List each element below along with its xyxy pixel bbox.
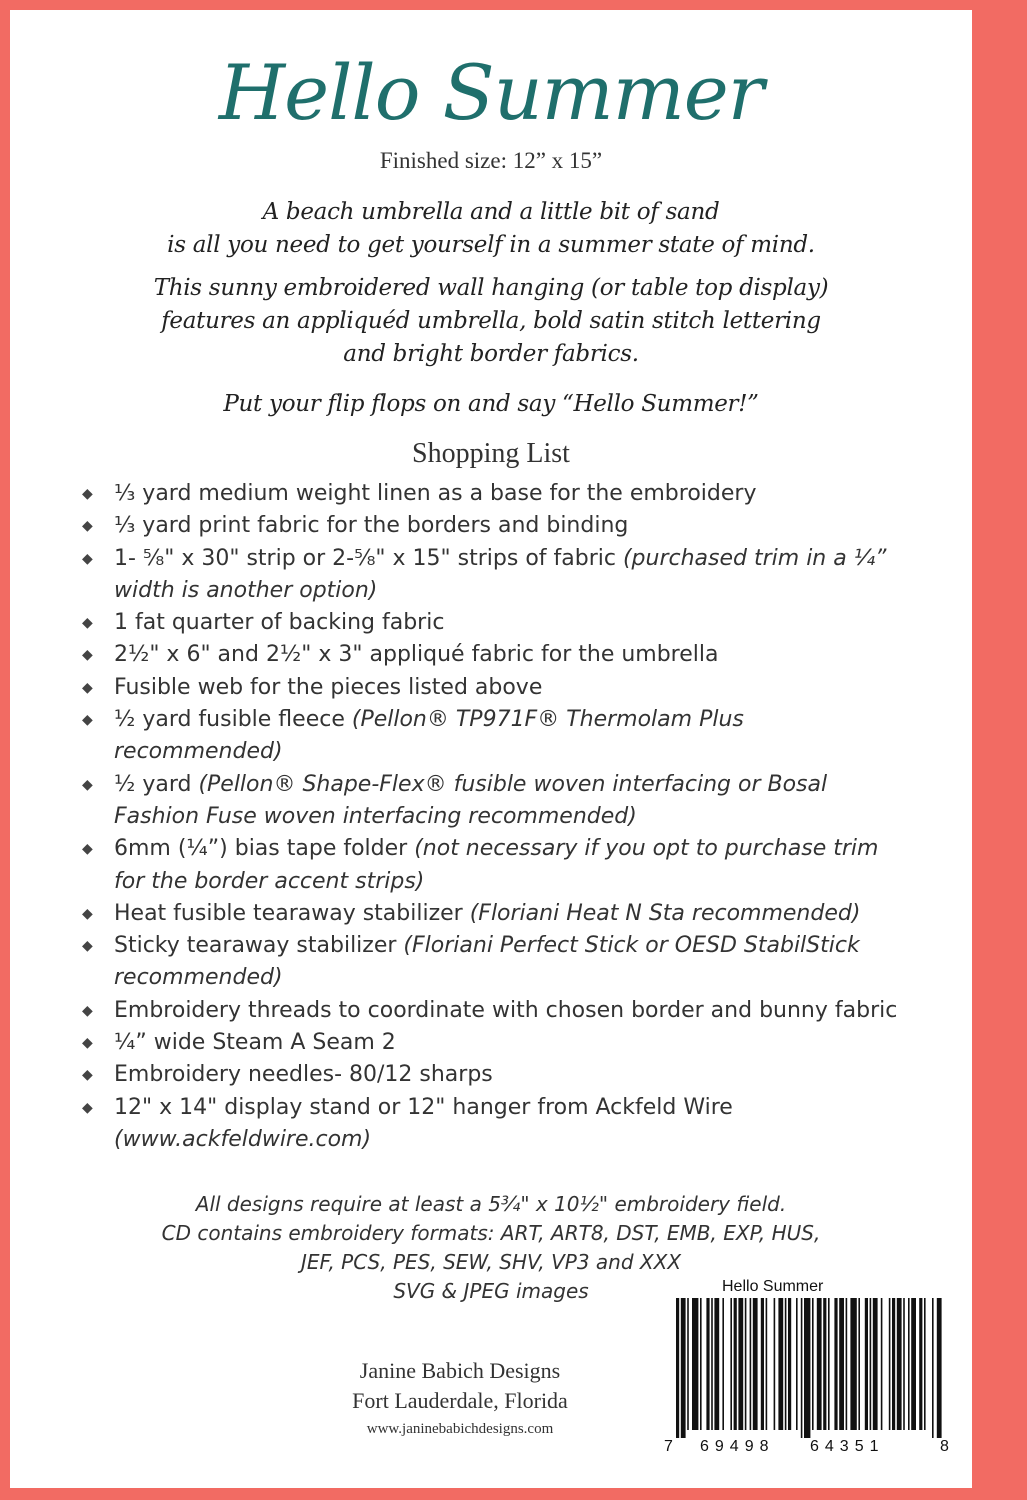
barcode-bar: [788, 1298, 791, 1430]
barcode-bar: [750, 1298, 752, 1430]
barcode-bar: [722, 1298, 724, 1430]
barcode-bar: [785, 1298, 787, 1430]
barcode-group-2: 64351: [810, 1438, 885, 1455]
bullet-icon: ◆: [82, 1067, 93, 1084]
barcode-bar: [889, 1298, 891, 1430]
item-text: ¼” wide Steam A Seam 2: [114, 1030, 396, 1056]
bullet-icon: ◆: [82, 486, 93, 502]
barcode-bar: [676, 1298, 679, 1438]
bullet-icon: ◆: [82, 841, 93, 858]
barcode-digit-right: 8: [940, 1438, 949, 1455]
pattern-back-cover: [10, 10, 972, 1488]
item-text: Sticky tearaway stabilizer: [114, 933, 404, 959]
barcode-bar: [817, 1298, 822, 1430]
shopping-list-item: [82, 607, 912, 639]
item-text: 2½" x 6" and 2½" x 3" appliqué fabric for the umbrella: [114, 642, 719, 668]
barcode-bar: [761, 1298, 764, 1430]
formats-line: SVG & JPEG images: [393, 1279, 589, 1303]
shopping-list-item: [82, 995, 912, 1027]
shopping-list-item: [82, 478, 912, 510]
barcode-digit-left: 7: [664, 1438, 673, 1455]
shopping-list-item: [82, 930, 912, 995]
barcode-bar: [804, 1298, 810, 1438]
bullet-icon: ◆: [82, 905, 93, 922]
barcode-bar: [687, 1298, 689, 1430]
barcode-bar: [796, 1298, 798, 1430]
barcode-bar: [919, 1298, 922, 1430]
barcode-bar: [714, 1298, 719, 1430]
barcode-bar: [828, 1298, 830, 1430]
bullet-icon: ◆: [82, 1099, 93, 1116]
bullet-icon: ◆: [82, 776, 93, 793]
intro-line: Put your flip flops on and say “Hello Summer!”: [223, 391, 759, 417]
bullet-icon: ◆: [82, 712, 93, 729]
formats-line: CD contains embroidery formats: ART, ART8, DST, EMB, EXP, HUS,: [161, 1221, 821, 1245]
barcode-bar: [778, 1298, 783, 1430]
item-text: Embroidery threads to coordinate with chosen border and bunny fabric: [114, 997, 898, 1023]
item-text: 12" x 14" display stand or 12" hanger from Ackfeld Wire: [114, 1094, 733, 1120]
barcode-bar: [865, 1298, 868, 1430]
formats-line: All designs require at least a 5¾" x 10½" embroidery field.: [195, 1192, 787, 1216]
barcode-bar: [881, 1298, 883, 1430]
item-text: 1- ⁵⁄₈" x 30" strip or 2-⁵⁄₈" x 15" strips of fabric: [114, 545, 623, 571]
barcode-bar: [937, 1298, 942, 1438]
barcode-bar: [834, 1298, 837, 1430]
shopping-list-item: [82, 1092, 912, 1157]
bullet-icon: ◆: [82, 615, 93, 632]
shopping-list-item: [82, 1027, 912, 1059]
company-info: [310, 1356, 610, 1442]
barcode-bar: [753, 1298, 758, 1430]
barcode-bar: [850, 1298, 856, 1430]
barcode-digits: [662, 1438, 952, 1462]
item-text: ½ yard fusible fleece: [114, 707, 352, 733]
barcode-bar: [873, 1298, 878, 1430]
barcode-bars: [662, 1298, 952, 1438]
barcode-bar: [812, 1298, 814, 1430]
item-note: (Floriani Heat N Sta recommended): [469, 900, 861, 926]
item-note: (Pellon® TP971F® Thermolam Plus recommended): [114, 707, 744, 765]
barcode-bar: [924, 1298, 926, 1430]
shopping-list-item: [82, 510, 912, 542]
item-text: Embroidery needles- 80/12 sharps: [114, 1062, 493, 1088]
bullet-icon: ◆: [82, 518, 93, 535]
barcode-bar: [766, 1298, 768, 1430]
item-text: 6mm (¼”) bias tape folder: [114, 836, 415, 862]
barcode-bar: [801, 1298, 803, 1438]
item-note: (purchased trim in a ¼” width is another option): [114, 545, 887, 603]
barcode-title: Hello Summer: [722, 1278, 824, 1295]
barcode-bar: [911, 1298, 916, 1430]
barcode-bar: [870, 1298, 872, 1430]
barcode-bar: [681, 1298, 686, 1438]
shopping-list: [82, 478, 912, 1156]
item-text: 1 fat quarter of backing fabric: [114, 610, 445, 636]
barcode-bar: [745, 1298, 747, 1430]
company-name: Janine Babich Designs: [359, 1358, 561, 1383]
bullet-icon: ◆: [82, 938, 93, 955]
barcode-bar: [892, 1298, 895, 1430]
barcode-bar: [692, 1298, 698, 1430]
intro-line: features an appliquéd umbrella, bold satin stitch lettering: [161, 308, 821, 334]
barcode-group-1: 69498: [700, 1438, 775, 1455]
item-note: (Floriani Perfect Stick or OESD StabilStick recommended): [114, 933, 860, 991]
barcode-bar: [730, 1298, 732, 1430]
barcode-bar: [711, 1298, 713, 1430]
barcode-bar: [897, 1298, 902, 1430]
item-note: (Pellon® Shape-Flex® fusible woven interfacing or Bosal Fashion Fuse woven interfacing recommended): [114, 771, 828, 829]
intro-line: and bright border fabrics.: [343, 341, 639, 367]
bullet-icon: ◆: [82, 647, 93, 664]
pattern-title: Hello Summer: [218, 48, 764, 137]
barcode-bar: [774, 1298, 776, 1430]
bullet-icon: ◆: [82, 1002, 93, 1019]
company-url: www.janinebabichdesigns.com: [366, 1421, 554, 1437]
finished-size: Finished size: 12” x 15”: [379, 148, 603, 173]
bullet-icon: ◆: [82, 679, 93, 696]
intro-paragraph-2: [70, 272, 912, 371]
intro-line: is all you need to get yourself in a summer state of mind.: [167, 232, 815, 258]
barcode-bar: [734, 1298, 737, 1430]
formats-line: JEF, PCS, PES, SEW, SHV, VP3 and XXX: [300, 1250, 682, 1274]
intro-line: A beach umbrella and a little bit of sand: [262, 199, 720, 225]
barcode-bar: [823, 1298, 826, 1430]
company-location: Fort Lauderdale, Florida: [352, 1388, 568, 1413]
shopping-list-item: [82, 833, 912, 898]
intro-line: This sunny embroidered wall hanging (or table top display): [153, 275, 829, 301]
barcode-bar: [932, 1298, 934, 1438]
barcode: [662, 1278, 952, 1464]
barcode-bar: [846, 1298, 848, 1430]
barcode-bar: [839, 1298, 844, 1430]
bullet-icon: ◆: [82, 550, 93, 567]
item-text: ½ yard: [114, 771, 199, 797]
shopping-list-item: [82, 672, 912, 704]
intro-paragraph-1: [70, 196, 912, 262]
shopping-list-item: [82, 1059, 912, 1091]
barcode-bar: [738, 1298, 743, 1430]
item-text: Heat fusible tearaway stabilizer: [114, 900, 470, 926]
barcode-bar: [700, 1298, 702, 1430]
item-text: ¹⁄₃ yard medium weight linen as a base for the embroidery: [114, 481, 757, 506]
shopping-list-item: [82, 769, 912, 834]
item-note: (not necessary if you opt to purchase trim for the border accent strips): [114, 836, 879, 894]
barcode-bar: [908, 1298, 910, 1430]
item-text: ¹⁄₃ yard print fabric for the borders and binding: [114, 513, 629, 539]
shopping-list-item: [82, 543, 912, 608]
barcode-bar: [903, 1298, 905, 1430]
shopping-list-item: [82, 898, 912, 930]
item-note: (www.ackfeldwire.com): [114, 1126, 372, 1152]
shopping-list-item: [82, 639, 912, 671]
item-text: Fusible web for the pieces listed above: [114, 674, 543, 700]
intro-paragraph-3: [70, 388, 912, 421]
shopping-list-item: [82, 704, 912, 769]
bullet-icon: ◆: [82, 1035, 93, 1052]
shopping-list-heading: Shopping List: [412, 438, 570, 469]
barcode-bar: [706, 1298, 709, 1430]
barcode-bar: [858, 1298, 860, 1430]
